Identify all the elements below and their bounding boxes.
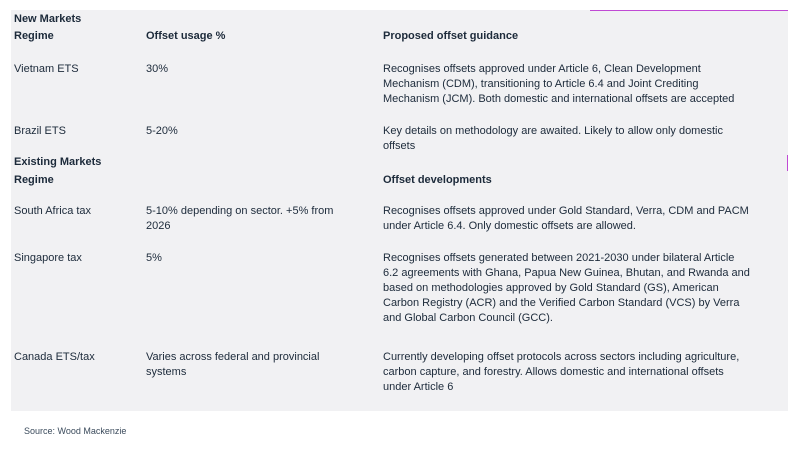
guidance-line: and Global Carbon Council (GCC). <box>383 312 553 324</box>
guidance-line: Currently developing offset protocols across sectors including agriculture, <box>383 351 740 363</box>
guidance-line: Recognises offsets generated between 2021-2030 under bilateral Article <box>383 252 735 264</box>
guidance-line: 6.2 agreements with Ghana, Papua New Guinea, Bhutan, and Rwanda and <box>383 267 750 279</box>
guidance-line: Mechanism (CDM), transitioning to Article 6.4 and Joint Crediting <box>383 78 699 90</box>
existing-markets-regime-header: Regime <box>14 174 54 186</box>
usage-cell: 30% <box>146 63 169 75</box>
usage-cell: 5% <box>146 252 162 264</box>
guidance-line: Recognises offsets approved under Gold Standard, Verra, CDM and PACM <box>383 205 749 217</box>
guidance-line: based on methodologies approved by Gold Standard (GS), American <box>383 282 719 294</box>
usage-cell: 2026 <box>146 220 171 232</box>
guidance-line: under Article 6.4. Only domestic offsets are allowed. <box>383 220 636 232</box>
usage-cell: Varies across federal and provincial <box>146 351 320 363</box>
existing-markets-label: Existing Markets <box>14 156 102 168</box>
guidance-line: under Article 6 <box>383 381 454 393</box>
guidance-line: Recognises offsets approved under Article 6, Clean Development <box>383 63 701 75</box>
guidance-line: Key details on methodology are awaited. Likely to allow only domestic <box>383 125 723 137</box>
new-markets-label: New Markets <box>14 13 82 25</box>
offset-usage-header: Offset usage % <box>146 30 226 42</box>
regime-cell: Singapore tax <box>14 252 82 264</box>
usage-cell: 5-20% <box>146 125 178 137</box>
source-note: Source: Wood Mackenzie <box>24 426 127 436</box>
regime-cell: Canada ETS/tax <box>14 351 95 363</box>
guidance-line: Mechanism (JCM). Both domestic and international offsets are accepted <box>383 93 735 105</box>
guidance-line: offsets <box>383 140 416 152</box>
regime-cell: Vietnam ETS <box>14 63 79 75</box>
regime-cell: Brazil ETS <box>14 125 66 137</box>
regime-cell: South Africa tax <box>14 205 92 217</box>
usage-cell: 5-10% depending on sector. +5% from <box>146 205 334 217</box>
offset-developments-header: Offset developments <box>383 174 492 186</box>
new-markets-regime-header: Regime <box>14 30 54 42</box>
guidance-line: Carbon Registry (ACR) and the Verified Carbon Standard (VCS) by Verra <box>383 297 740 309</box>
proposed-guidance-header: Proposed offset guidance <box>383 30 519 42</box>
usage-cell: systems <box>146 366 187 378</box>
accent-line-side <box>787 155 788 171</box>
guidance-line: carbon capture, and forestry. Allows domestic and international offsets <box>383 366 724 378</box>
accent-line-top <box>590 10 788 11</box>
